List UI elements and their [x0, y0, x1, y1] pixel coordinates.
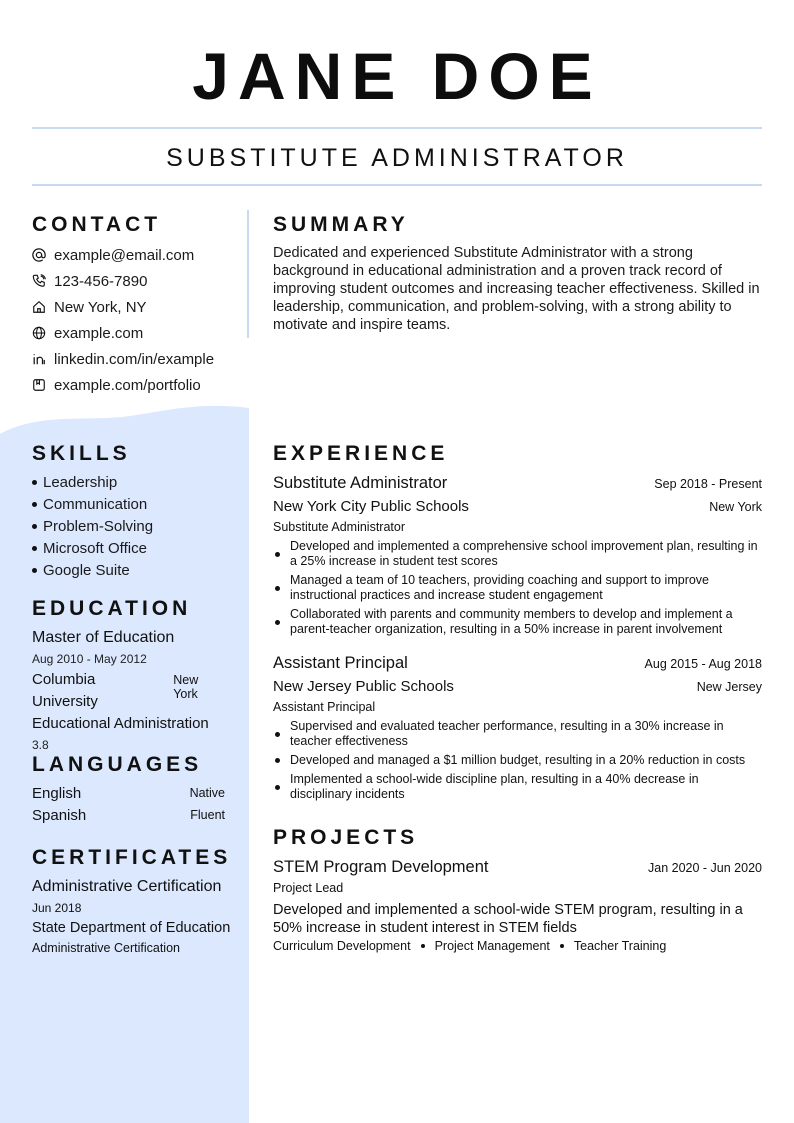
skills-list — [32, 471, 242, 581]
list-item: Communication — [32, 493, 242, 515]
certificate-date: Jun 2018 — [32, 901, 82, 915]
education-degree: Master of Education — [32, 629, 175, 646]
skills-heading: SKILLS — [32, 442, 131, 465]
project-description: Developed and implemented a school-wide STEM program, resulting in a 50% increase in student interest in STEM fields — [273, 902, 743, 936]
project-tag: Curriculum Development — [273, 939, 411, 953]
list-item: Problem-Solving — [32, 515, 242, 537]
job-title: SUBSTITUTE ADMINISTRATOR — [166, 144, 628, 172]
bullet-icon — [421, 944, 425, 948]
project-dates: Jan 2020 - Jun 2020 — [648, 861, 762, 875]
bullet-icon — [275, 552, 280, 557]
education-school: Columbia University — [32, 671, 98, 710]
contact-phone[interactable] — [32, 268, 244, 294]
bullet-icon — [32, 568, 37, 573]
education-entry — [32, 627, 226, 755]
language-item: English Native — [32, 784, 225, 802]
column-divider — [247, 210, 249, 338]
experience-position: Assistant Principal — [273, 654, 408, 672]
education-gpa: 3.8 — [32, 738, 49, 752]
list-item: Microsoft Office — [32, 537, 242, 559]
bullet-icon — [32, 480, 37, 485]
experience-subtitle: Substitute Administrator — [273, 520, 406, 534]
list-item: Leadership — [32, 471, 242, 493]
experience-entry — [273, 651, 762, 806]
project-tags — [273, 939, 762, 953]
list-item: Collaborated with parents and community members to develop and implement a parent-teacher organization, resulting in a 50% increase in parent involvement — [273, 607, 762, 637]
linkedin-icon — [32, 352, 46, 366]
bullet-icon — [275, 620, 280, 625]
bullet-icon — [560, 944, 564, 948]
contact-email[interactable] — [32, 242, 244, 268]
experience-bullets — [273, 719, 762, 802]
project-entry — [273, 855, 762, 953]
experience-dates: Sep 2018 - Present — [654, 477, 762, 491]
experience-org: New York City Public Schools — [273, 498, 469, 515]
contact-list — [32, 242, 244, 398]
experience-location: New Jersey — [696, 680, 762, 694]
experience-bullets — [273, 539, 762, 637]
list-item: Developed and managed a $1 million budget, resulting in a 20% reduction in costs — [273, 753, 762, 768]
experience-dates: Aug 2015 - Aug 2018 — [644, 657, 762, 671]
certificate-entry — [32, 876, 232, 959]
list-item: Managed a team of 10 teachers, providing coaching and support to improve instructional practices and increase student engagement — [273, 573, 762, 603]
languages-heading: LANGUAGES — [32, 753, 203, 776]
home-icon — [32, 300, 46, 314]
globe-icon — [32, 326, 46, 340]
list-item: Implemented a school-wide discipline plan, resulting in a 40% decrease in disciplinary incidents — [273, 772, 762, 802]
contact-email-text: example@email.com — [54, 246, 195, 264]
list-item: Supervised and evaluated teacher performance, resulting in a 30% increase in teacher effectiveness — [273, 719, 762, 749]
certificates-heading: CERTIFICATES — [32, 846, 232, 869]
contact-linkedin[interactable] — [32, 346, 244, 372]
bullet-icon — [32, 502, 37, 507]
candidate-name: JANE DOE — [192, 39, 602, 113]
bullet-icon — [275, 586, 280, 591]
summary-text: Dedicated and experienced Substitute Administrator with a strong background in educational administration and a proven track record of improving student outcomes and increasing teacher effectiveness. Skilled in leadership, communication, and problem-solving, with a strong ability to motivate and inspire teams. — [273, 245, 760, 333]
certificate-issuer: State Department of Education — [32, 920, 231, 936]
project-tag: Project Management — [434, 939, 550, 953]
contact-website-text: example.com — [54, 324, 144, 342]
experience-heading: EXPERIENCE — [273, 442, 449, 465]
experience-entry — [273, 471, 762, 641]
contact-location-text: New York, NY — [54, 298, 147, 316]
certificate-name: Administrative Certification — [32, 878, 222, 895]
project-tag: Teacher Training — [573, 939, 667, 953]
portfolio-icon — [32, 378, 46, 392]
education-dates: Aug 2010 - May 2012 — [32, 652, 147, 666]
header-bottom-rule — [32, 184, 762, 186]
education-heading: EDUCATION — [32, 597, 192, 620]
experience-position: Substitute Administrator — [273, 474, 448, 492]
bullet-icon — [275, 785, 280, 790]
bullet-icon — [275, 732, 280, 737]
experience-subtitle: Assistant Principal — [273, 700, 376, 714]
contact-linkedin-text: linkedin.com/in/example — [54, 350, 215, 368]
contact-portfolio-text: example.com/portfolio — [54, 376, 201, 394]
experience-org: New Jersey Public Schools — [273, 678, 454, 695]
header-top-rule — [32, 127, 762, 129]
projects-heading: PROJECTS — [273, 826, 419, 849]
bullet-icon — [275, 758, 280, 763]
education-location: New York — [173, 673, 199, 701]
phone-icon — [32, 274, 46, 288]
bullet-icon — [32, 524, 37, 529]
certificate-description: Administrative Certification — [32, 941, 180, 955]
contact-heading: CONTACT — [32, 213, 162, 236]
experience-location: New York — [709, 500, 762, 514]
summary-heading: SUMMARY — [273, 213, 409, 236]
project-name: STEM Program Development — [273, 858, 489, 876]
language-item: Spanish Fluent — [32, 806, 225, 824]
education-field: Educational Administration — [32, 715, 209, 732]
list-item: Google Suite — [32, 559, 242, 581]
list-item: Developed and implemented a comprehensive school improvement plan, resulting in a 25% increase in student test scores — [273, 539, 762, 569]
contact-portfolio[interactable] — [32, 372, 244, 398]
at-icon — [32, 248, 46, 262]
languages-list — [32, 782, 225, 826]
bullet-icon — [32, 546, 37, 551]
contact-website[interactable] — [32, 320, 244, 346]
project-role: Project Lead — [273, 881, 344, 895]
contact-phone-text: 123-456-7890 — [54, 272, 148, 290]
contact-location — [32, 294, 244, 320]
